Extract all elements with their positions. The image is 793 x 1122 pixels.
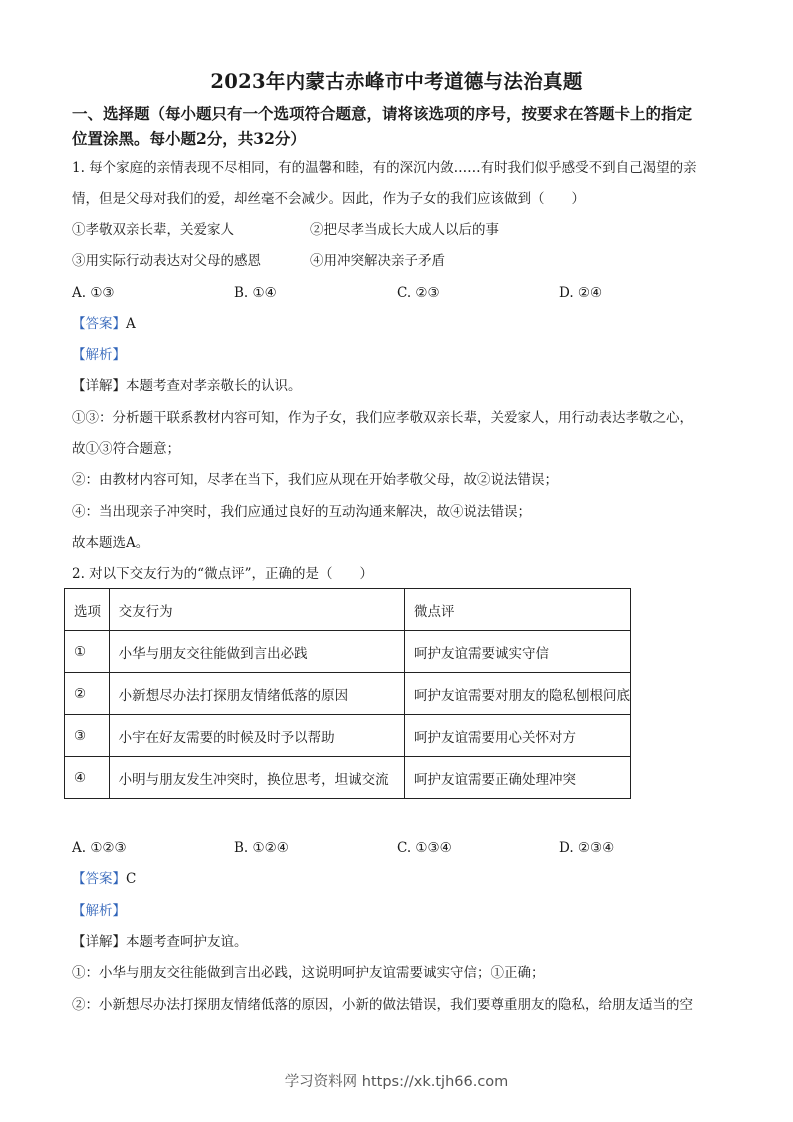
table-cell: 小宇在好友需要的时候及时予以帮助 bbox=[109, 715, 404, 757]
table-row bbox=[65, 715, 631, 757]
table-cell: 小新想尽办法打探朋友情绪低落的原因 bbox=[109, 673, 404, 715]
q2-option-c: C. ①③④ bbox=[397, 840, 452, 856]
q2-explanation-2: ②：小新想尽办法打探朋友情绪低落的原因，小新的做法错误，我们要尊重朋友的隐私，给朋友适当的空 bbox=[72, 997, 693, 1013]
table-cell: ① bbox=[65, 631, 110, 673]
q1-detail-text: 本题考查对孝亲敬长的认识。 bbox=[126, 378, 302, 394]
table-row bbox=[65, 631, 631, 673]
section-heading bbox=[72, 101, 722, 151]
q1-item-2: ②把尽孝当成长大成人以后的事 bbox=[310, 222, 499, 238]
q2-table bbox=[64, 588, 631, 799]
table-cell: 呵护友谊需要对朋友的隐私刨根问底 bbox=[405, 673, 631, 715]
q2-option-b: B. ①②④ bbox=[234, 840, 289, 856]
table-row bbox=[65, 757, 631, 799]
q1-explanation-1-line-1: ①③：分析题干联系教材内容可知，作为子女，我们应孝敬双亲长辈，关爱家人，用行动表达孝敬之心， bbox=[72, 410, 693, 426]
table-cell: ③ bbox=[65, 715, 110, 757]
footer-watermark: 学习资料网 https://xk.tjh66.com bbox=[284, 1074, 509, 1090]
q1-stem-line-1: 1. 每个家庭的亲情表现不尽相同，有的温馨和睦，有的深沉内敛……有时我们似乎感受不到自己渴望的亲 bbox=[72, 160, 697, 176]
table-cell: 小华与朋友交往能做到言出必践 bbox=[109, 631, 404, 673]
section-heading-line-1: 一、选择题（每小题只有一个选项符合题意，请将该选项的序号，按要求在答题卡上的指定 bbox=[72, 104, 693, 123]
q1-option-d: D. ②④ bbox=[559, 285, 603, 301]
q2-explanation-1: ①：小华与朋友交往能做到言出必践，这说明呵护友谊需要诚实守信；①正确； bbox=[72, 965, 545, 981]
table-cell: ④ bbox=[65, 757, 110, 799]
q2-option-d: D. ②③④ bbox=[559, 840, 615, 856]
q2-stem: 2. 对以下交友行为的“微点评”，正确的是（ ） bbox=[72, 566, 373, 582]
page-title: 2023年内蒙古赤峰市中考道德与法治真题 bbox=[210, 70, 583, 93]
table-cell: 呵护友谊需要诚实守信 bbox=[405, 631, 631, 673]
q2-option-a: A. ①②③ bbox=[72, 840, 127, 856]
table-cell: 呵护友谊需要用心关怀对方 bbox=[405, 715, 631, 757]
q1-item-4: ④用冲突解决亲子矛盾 bbox=[310, 253, 445, 269]
q2-analysis-tag: 【解析】 bbox=[72, 903, 126, 919]
q1-detail bbox=[72, 376, 302, 396]
section-heading-line-2: 位置涂黑。每小题2分，共32分） bbox=[72, 129, 306, 148]
table-cell: ② bbox=[65, 673, 110, 715]
q2-answer-tag: 【答案】 bbox=[72, 871, 126, 887]
q2-answer bbox=[72, 869, 136, 889]
q2-answer-value: C bbox=[126, 871, 137, 887]
table-header-cell: 交友行为 bbox=[109, 589, 404, 631]
q1-analysis bbox=[72, 345, 126, 365]
q1-explanation-2: ②：由教材内容可知，尽孝在当下，我们应从现在开始孝敬父母，故②说法错误； bbox=[72, 472, 558, 488]
q1-explanation-1-line-2: 故①③符合题意； bbox=[72, 441, 180, 457]
q1-answer-tag: 【答案】 bbox=[72, 316, 126, 332]
table-header-cell: 微点评 bbox=[405, 589, 631, 631]
q1-conclusion: 故本题选A。 bbox=[72, 535, 150, 551]
table-header-row bbox=[65, 589, 631, 631]
q1-detail-tag: 【详解】 bbox=[72, 378, 126, 394]
table-header-cell: 选项 bbox=[65, 589, 110, 631]
q1-option-a: A. ①③ bbox=[72, 285, 115, 301]
q2-detail-tag: 【详解】 bbox=[72, 934, 126, 950]
q2-detail-text: 本题考查呵护友谊。 bbox=[126, 934, 248, 950]
q1-stem-line-2: 情，但是父母对我们的爱，却丝毫不会减少。因此，作为子女的我们应该做到（ ） bbox=[72, 191, 585, 207]
q2-detail bbox=[72, 932, 248, 952]
q1-option-c: C. ②③ bbox=[397, 285, 440, 301]
table-cell: 呵护友谊需要正确处理冲突 bbox=[405, 757, 631, 799]
table-cell: 小明与朋友发生冲突时，换位思考，坦诚交流 bbox=[109, 757, 404, 799]
table-row bbox=[65, 673, 631, 715]
q1-item-1: ①孝敬双亲长辈，关爱家人 bbox=[72, 222, 234, 238]
q1-answer bbox=[72, 314, 136, 334]
q1-analysis-tag: 【解析】 bbox=[72, 347, 126, 363]
q1-answer-value: A bbox=[126, 316, 136, 332]
q1-explanation-3: ④：当出现亲子冲突时，我们应通过良好的互动沟通来解决，故④说法错误； bbox=[72, 504, 531, 520]
q1-item-3: ③用实际行动表达对父母的感恩 bbox=[72, 253, 261, 269]
q2-analysis bbox=[72, 901, 126, 921]
q1-option-b: B. ①④ bbox=[234, 285, 277, 301]
